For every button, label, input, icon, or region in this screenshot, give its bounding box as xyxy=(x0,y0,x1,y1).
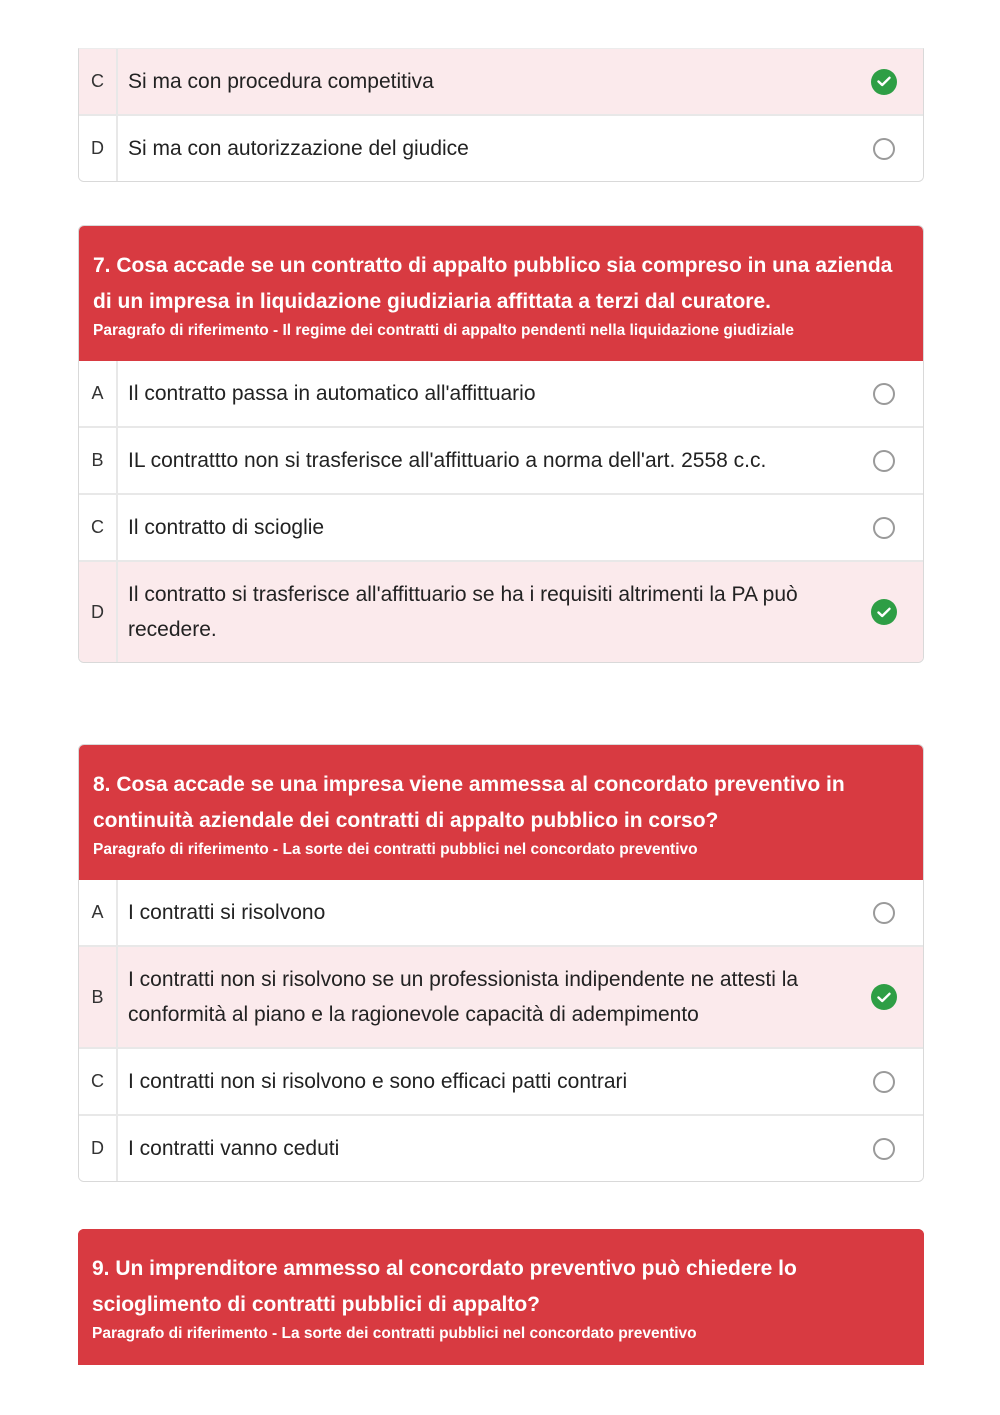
option-letter: C xyxy=(79,495,118,560)
question-title: 8. Cosa accade se una impresa viene ammessa al concordato preventivo in continuità aziendale dei contratti di appalto pubblico in corso? xyxy=(93,773,845,832)
option-text: I contratti vanno ceduti xyxy=(128,1137,340,1160)
option-text: IL contrattto non si trasferisce all'affittuario a norma dell'art. 2558 c.c. xyxy=(128,449,767,472)
option-letter: B xyxy=(79,428,118,493)
radio-icon[interactable] xyxy=(873,138,895,160)
question-reference: Paragrafo di riferimento - La sorte dei contratti pubblici nel concordato preventivo xyxy=(93,841,698,858)
option-row[interactable] xyxy=(79,426,923,493)
question-title: 9. Un imprenditore ammesso al concordato preventivo può chiedere lo scioglimento di contratti pubblici di appalto? xyxy=(92,1257,797,1316)
check-icon xyxy=(871,69,897,95)
option-letter: A xyxy=(79,361,118,426)
question-title: 7. Cosa accade se un contratto di appalto pubblico sia compreso in una azienda di un impresa in liquidazione giudiziaria affittata a terzi dal curatore. xyxy=(93,254,893,313)
question-reference: Paragrafo di riferimento - La sorte dei contratti pubblici nel concordato preventivo xyxy=(92,1325,697,1342)
option-letter: B xyxy=(79,947,118,1047)
option-text: Il contratto di scioglie xyxy=(128,516,325,539)
question-header xyxy=(79,745,923,880)
option-letter: A xyxy=(79,880,118,945)
option-text: Si ma con autorizzazione del giudice xyxy=(128,137,469,160)
option-letter: C xyxy=(79,1049,118,1114)
question-header xyxy=(79,226,923,361)
question-reference: Paragrafo di riferimento - Il regime dei contratti di appalto pendenti nella liquidazione giudiziale xyxy=(93,322,795,339)
option-text: Il contratto si trasferisce all'affittuario se ha i requisiti altrimenti la PA può recedere. xyxy=(128,583,798,641)
option-row[interactable] xyxy=(79,114,923,181)
radio-icon[interactable] xyxy=(873,902,895,924)
option-row[interactable] xyxy=(79,361,923,426)
check-icon xyxy=(871,984,897,1010)
option-row[interactable] xyxy=(79,560,923,662)
question-8-card xyxy=(78,744,924,1182)
option-row[interactable] xyxy=(79,945,923,1047)
option-row[interactable] xyxy=(79,1114,923,1181)
radio-icon[interactable] xyxy=(873,517,895,539)
question-6-options xyxy=(78,48,924,182)
option-row[interactable] xyxy=(79,880,923,945)
radio-icon[interactable] xyxy=(873,450,895,472)
check-icon xyxy=(871,599,897,625)
radio-icon[interactable] xyxy=(873,1071,895,1093)
option-letter: D xyxy=(79,1116,118,1181)
question-7-card xyxy=(78,225,924,663)
option-letter: D xyxy=(79,562,118,662)
option-text: I contratti non si risolvono se un professionista indipendente ne attesti la conformità al piano e la ragionevole capacità di adempimento xyxy=(128,968,799,1026)
option-letter: D xyxy=(79,116,118,181)
option-letter: C xyxy=(79,49,118,114)
question-9-card xyxy=(78,1229,924,1365)
option-text: Il contratto passa in automatico all'affittuario xyxy=(128,382,536,405)
option-text: Si ma con procedura competitiva xyxy=(128,70,434,93)
option-row[interactable] xyxy=(79,1047,923,1114)
question-header xyxy=(78,1229,924,1364)
option-row[interactable] xyxy=(79,49,923,114)
option-text: I contratti non si risolvono e sono efficaci patti contrari xyxy=(128,1070,628,1093)
radio-icon[interactable] xyxy=(873,1138,895,1160)
option-row[interactable] xyxy=(79,493,923,560)
radio-icon[interactable] xyxy=(873,383,895,405)
option-text: I contratti si risolvono xyxy=(128,901,326,924)
